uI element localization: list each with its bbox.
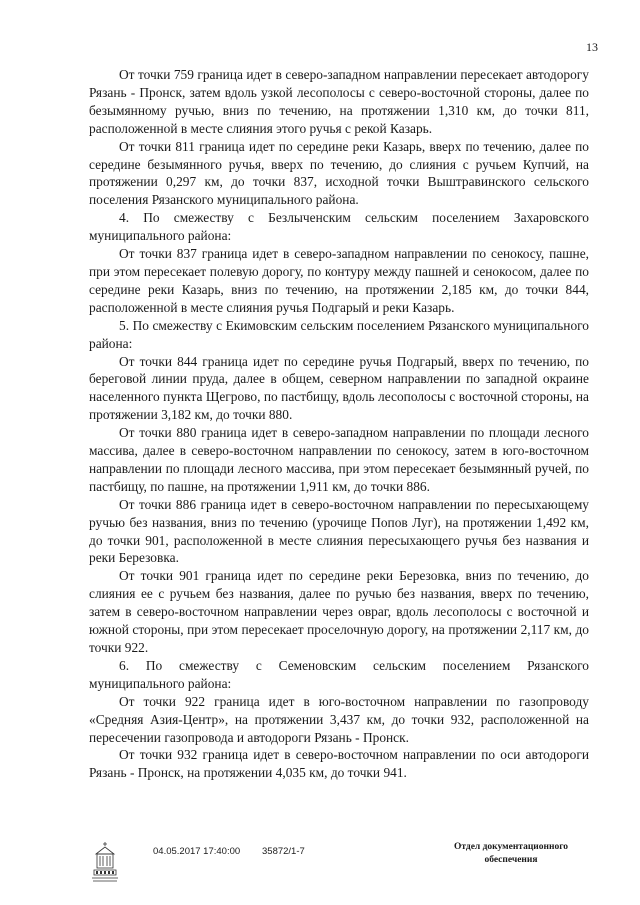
paragraph: От точки 844 граница идет по середине ручья Подгарый, вверх по течению, по береговой линии пруда, далее в общем, северном направлении по западной окраине населенного пункта Щегрово, по пастбищу, вдоль лесополосы с восточной стороны, на протяжении 3,182 км, до точки 880.	[89, 353, 589, 423]
paragraph: От точки 922 граница идет в юго-восточном направлении по газопроводу «Средняя Азия-Центр», на протяжении 3,437 км, до точки 932, расположенной на пересечении газопровода и автодороги Рязань - Пронск.	[89, 693, 589, 745]
footer-dept-line: Отдел документационного	[453, 842, 569, 852]
section-heading: 6. По смежеству с Семеновским сельским поселением Рязанского муниципального района:	[89, 657, 589, 691]
document-footer	[0, 836, 640, 896]
footer-doc-number: 35872/1-7	[262, 846, 305, 857]
paragraph: От точки 811 граница идет по середине реки Казарь, вверх по течению, далее по середине безымянного ручья, вверх по течению, до слияния с ручьем Купчий, на протяжении 0,297 км, до точки 837, исходной точки Выштравинского сельского поселения Рязанского муниципального района.	[89, 138, 589, 208]
paragraph: От точки 901 граница идет по середине реки Березовка, вниз по течению, до слияния ее с ручьем без названия, далее по ручью без названия, вверх по течению, затем в северо-восточном направлении через овраг, вдоль лесополосы с восточной и южной стороны, при этом пересекает проселочную дорогу, на протяжении 2,117 км, до точки 922.	[89, 568, 589, 655]
paragraph: От точки 759 граница идет в северо-западном направлении пересекает автодорогу Рязань - Пронск, затем вдоль узкой лесополосы с северо-восточной стороны, далее по безымянному ручью, вниз по течению, на протяжении 1,310 км, до точки 811, расположенной в месте слияния этого ручья с рекой Казарь.	[89, 67, 589, 136]
seal-icon	[90, 840, 120, 884]
paragraph: От точки 932 граница идет в северо-восточном направлении по оси автодороги Рязань - Пронск, на протяжении 4,035 км, до точки 941.	[89, 747, 589, 781]
section-heading: 5. По смежеству с Екимовским сельским поселением Рязанского муниципального района:	[89, 317, 589, 351]
footer-department	[436, 841, 586, 867]
page-number: 13	[586, 40, 598, 54]
paragraph: От точки 880 граница идет в северо-западном направлении по площади лесного массива, далее в северо-восточном направлении по сенокосу, затем в юго-восточном направлении по площади лесного массива, при этом пересекает безымянный ручей, по пастбищу, по пашне, на протяжении 1,911 км, до точки 886.	[89, 425, 589, 494]
paragraph: От точки 886 граница идет в северо-восточном направлении по пересыхающему ручью без названия, вниз по течению (урочище Попов Луг), на протяжении 1,492 км, до точки 901, расположенной в месте слияния пересыхающего ручья без названия и реки Березовка.	[89, 496, 589, 566]
footer-dept-line: обеспечения	[484, 855, 538, 865]
document-body	[89, 66, 589, 782]
section-heading: 4. По смежеству с Безлыченским сельским поселением Захаровского муниципального района:	[89, 210, 589, 244]
paragraph: От точки 837 граница идет в северо-западном направлении по сенокосу, пашне, при этом пересекает полевую дорогу, по контуру между пашней и сенокосом, далее по середине реки Казарь, вниз по течению, на протяжении 2,185 км, до точки 844, расположенной в месте слияния ручья Подгарый и реки Казарь.	[89, 246, 589, 315]
footer-date: 04.05.2017 17:40:00	[153, 846, 241, 857]
